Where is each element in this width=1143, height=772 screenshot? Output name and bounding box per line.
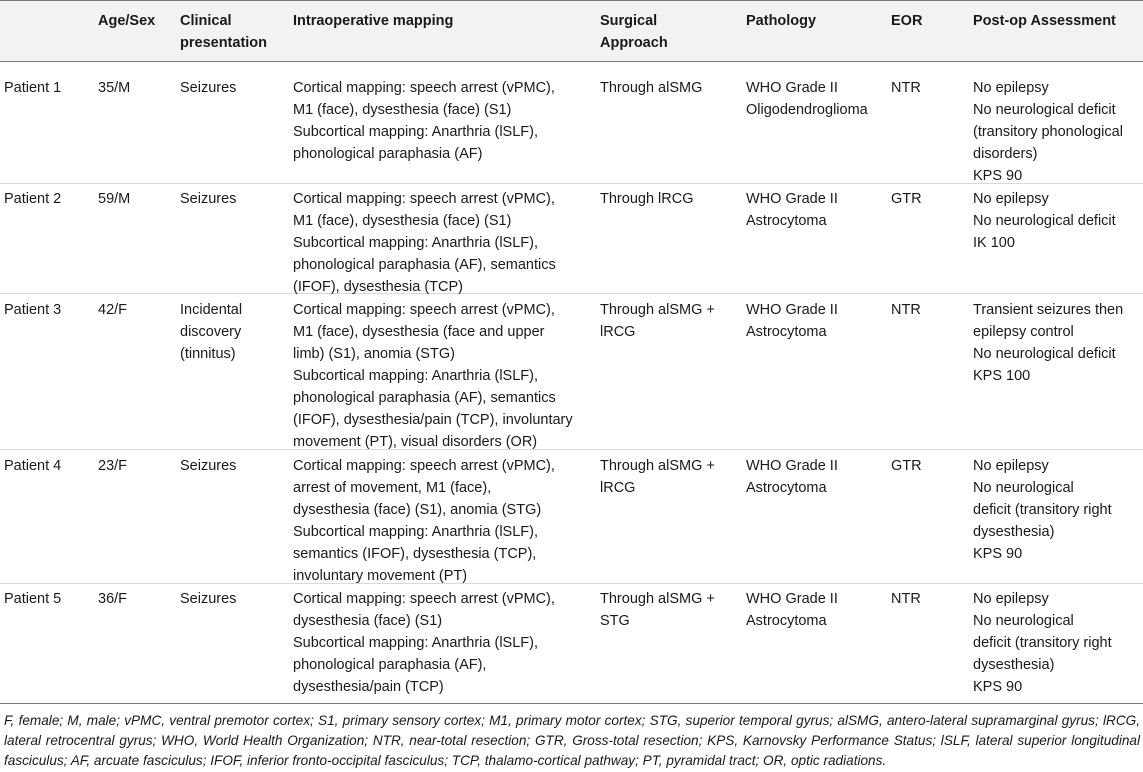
cell-eor: NTR [891, 80, 921, 96]
cell-patient: Patient 5 [4, 591, 62, 607]
header-surgical-approach: Surgical Approach [600, 13, 668, 51]
header-pathology: Pathology [746, 13, 817, 29]
cell-clinical: Seizures [180, 191, 237, 207]
cell-pathology: WHO Grade II Astrocytoma [746, 591, 838, 629]
row-separator [0, 183, 1143, 184]
cell-approach: Through lRCG [600, 191, 694, 207]
header-postop-assessment: Post-op Assessment [973, 13, 1116, 29]
cell-mapping: Cortical mapping: speech arrest (vPMC), M1 (face), dysesthesia (face) (S1) Subcortical mapping: Anarthria (lSLF), phonological paraphasia (AF), semantics (IFOF), dysesthesia (TCP) [293, 191, 556, 295]
header-rule [0, 61, 1143, 62]
cell-postop: No epilepsy No neurological deficit IK 100 [973, 191, 1116, 251]
cell-clinical: Seizures [180, 458, 237, 474]
cell-eor: GTR [891, 458, 922, 474]
header-age-sex: Age/Sex [98, 13, 156, 29]
cell-patient: Patient 3 [4, 302, 62, 318]
cell-eor: NTR [891, 302, 921, 318]
cell-postop: No epilepsy No neurological deficit (transitory right dysesthesia) KPS 90 [973, 591, 1112, 695]
cell-clinical: Incidental discovery (tinnitus) [180, 302, 243, 362]
header-intraoperative-mapping: Intraoperative mapping [293, 13, 454, 29]
cell-mapping: Cortical mapping: speech arrest (vPMC), arrest of movement, M1 (face), dysesthesia (face) (S1), anomia (STG) Subcortical mapping: Anarthria (lSLF), semantics (IFOF), dysesthesia (TCP), involuntary movement (PT) [293, 458, 555, 584]
cell-postop: No epilepsy No neurological deficit (transitory phonological disorders) KPS 90 [973, 80, 1123, 184]
table-bottom-rule [0, 703, 1143, 704]
cell-age-sex: 59/M [98, 191, 131, 207]
header-clinical-presentation: Clinical presentation [180, 13, 268, 51]
cell-approach: Through alSMG [600, 80, 703, 96]
cell-mapping: Cortical mapping: speech arrest (vPMC), M1 (face), dysesthesia (face and upper limb) (S1), anomia (STG) Subcortical mapping: Anarthria (lSLF), phonological paraphasia (AF), semantics (IFOF), dysesthesia/pain (TCP), involuntary movement (PT), visual disorders (OR) [293, 302, 573, 450]
cell-mapping: Cortical mapping: speech arrest (vPMC), dysesthesia (face) (S1) Subcortical mapping: Anarthria (lSLF), phonological paraphasia (AF), dysesthesia/pain (TCP) [293, 591, 555, 695]
cell-approach: Through alSMG + lRCG [600, 458, 715, 496]
cell-patient: Patient 1 [4, 80, 62, 96]
cell-age-sex: 23/F [98, 458, 128, 474]
table-top-rule [0, 0, 1143, 1]
cell-patient: Patient 4 [4, 458, 62, 474]
cell-postop: Transient seizures then epilepsy control No neurological deficit KPS 100 [973, 302, 1124, 384]
cell-age-sex: 36/F [98, 591, 128, 607]
cell-clinical: Seizures [180, 80, 237, 96]
cell-approach: Through alSMG + STG [600, 591, 715, 629]
cell-eor: GTR [891, 191, 922, 207]
cell-pathology: WHO Grade II Astrocytoma [746, 458, 838, 496]
cell-age-sex: 42/F [98, 302, 128, 318]
cell-mapping: Cortical mapping: speech arrest (vPMC), M1 (face), dysesthesia (face) (S1) Subcortical mapping: Anarthria (lSLF), phonological paraphasia (AF) [293, 80, 555, 162]
cell-clinical: Seizures [180, 591, 237, 607]
cell-pathology: WHO Grade II Astrocytoma [746, 302, 838, 340]
cell-approach: Through alSMG + lRCG [600, 302, 715, 340]
cell-pathology: WHO Grade II Oligodendroglioma [746, 80, 868, 118]
cell-age-sex: 35/M [98, 80, 131, 96]
cell-pathology: WHO Grade II Astrocytoma [746, 191, 838, 229]
cell-patient: Patient 2 [4, 191, 62, 207]
header-eor: EOR [891, 13, 923, 29]
cell-eor: NTR [891, 591, 921, 607]
cell-postop: No epilepsy No neurological deficit (transitory right dysesthesia) KPS 90 [973, 458, 1112, 562]
table-footnote: F, female; M, male; vPMC, ventral premotor cortex; S1, primary sensory cortex; M1, primary motor cortex; STG, superior temporal gyrus; alSMG, antero-lateral supramarginal gyrus; lRCG, lateral retrocentral gyrus; WHO, World Health Organization; NTR, near-total resection; GTR, Gross-total resection; KPS, Karnovsky Performance Status; lSLF, lateral superior longitudinal fasciculus; AF, arcuate fasciculus; IFOF, inferior fronto-occipital fasciculus; TCP, thalamo-cortical pathway; PT, pyramidal tract; OR, optic radiations. [4, 713, 1140, 768]
